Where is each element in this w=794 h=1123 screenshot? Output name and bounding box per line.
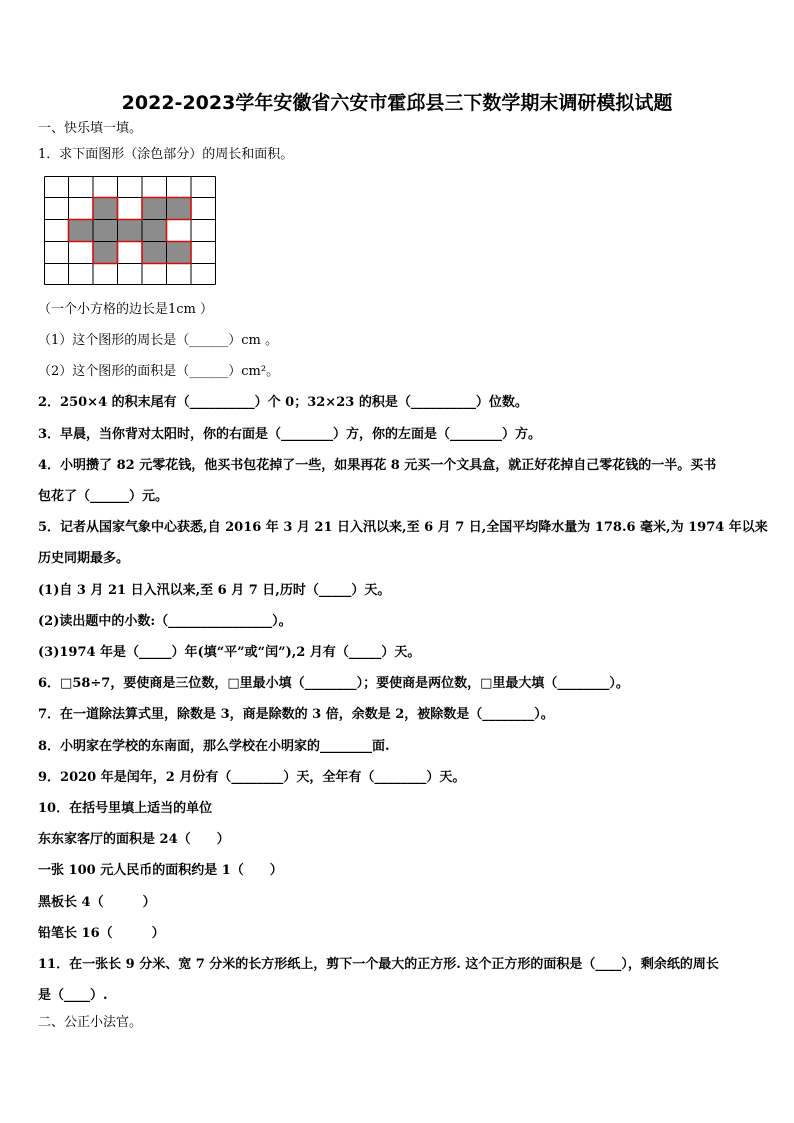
question-11-line-1: 11．在一张长 9 分米、宽 7 分米的长方形纸上，剪下一个最大的正方形. 这个正方形的面积是（____），剩余纸的周长 [38,957,719,972]
question-3: 3．早晨，当你背对太阳时，你的右面是（________）方，你的左面是（________）方。 [38,427,542,442]
question-1-stem: 1．求下面图形（涂色部分）的周长和面积。 [38,147,294,162]
question-9: 9．2020 年是闰年，2 月份有（________）天，全年有（________）天。 [38,770,466,785]
question-6: 6．□58÷7，要使商是三位数，□里最小填（________）；要使商是两位数，□里最大填（________）。 [38,676,629,691]
section-heading-2: 二、公正小法官。 [38,1015,143,1030]
question-11-line-2: 是（____）. [38,988,108,1003]
question-10-item-c: 黑板长 4（ ） [38,895,156,910]
question-5-part-1: (1)自 3 月 21 日入汛以来,至 6 月 7 日,历时（_____）天。 [38,583,391,598]
question-1-note: （一个小方格的边长是1cm ） [38,302,214,317]
question-2: 2．250×4 的积末尾有（__________）个 0；32×23 的积是（__________）位数。 [38,395,528,410]
question-5-part-3: (3)1974 年是（_____）年(填“平”或“闰”),2 月有（_____）天。 [38,645,421,660]
section-heading-1: 一、快乐填一填。 [38,121,143,136]
question-10-item-a: 东东家客厅的面积是 24（ ） [38,832,230,847]
page-title: 2022-2023学年安徽省六安市霍邱县三下数学期末调研模拟试题 [121,92,673,114]
question-5-line-2: 历史同期最多。 [38,551,130,566]
question-5-line-1: 5．记者从国家气象中心获悉,自 2016 年 3 月 21 日入汛以来,至 6 月 7 日,全国平均降水量为 178.6 毫米,为 1974 年以来 [38,520,768,535]
question-7: 7．在一道除法算式里，除数是 3，商是除数的 3 倍，余数是 2，被除数是（________）。 [38,707,554,722]
question-4-line-2: 包花了（______）元。 [38,489,169,504]
question-1-part-2: （2）这个图形的面积是（______）cm²。 [38,364,280,379]
question-10-stem: 10．在括号里填上适当的单位 [38,801,213,816]
shaded-region [69,198,192,264]
question-4-line-1: 4．小明攒了 82 元零花钱，他买书包花掉了一些，如果再花 8 元买一个文具盒，就正好花掉自己零花钱的一半。买书 [38,458,717,473]
shaded-shape-grid-figure [44,176,218,286]
question-5-part-2: (2)读出题中的小数:（________________）。 [38,614,292,629]
question-10-item-d: 铅笔长 16（ ） [38,926,165,941]
question-8: 8．小明家在学校的东南面，那么学校在小明家的________面. [38,739,390,754]
question-10-item-b: 一张 100 元人民币的面积约是 1（ ） [38,863,283,878]
question-1-part-1: （1）这个图形的周长是（______）cm 。 [38,333,279,348]
